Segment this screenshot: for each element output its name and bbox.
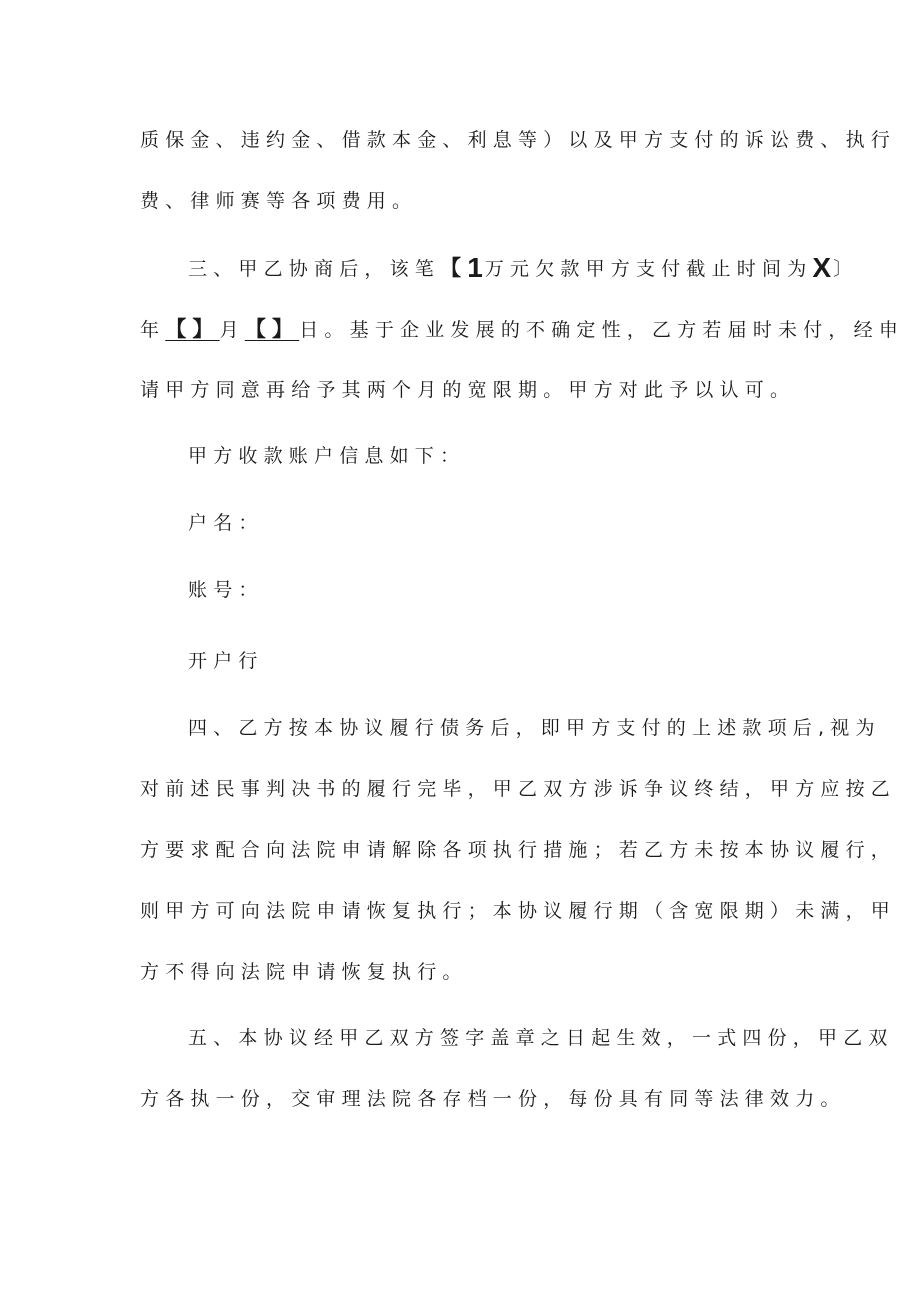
clause-four-line: 四、乙方按本协议履行债务后，即甲方支付的上述款项后,视为 bbox=[188, 717, 881, 739]
text-line: 对前述民事判决书的履行完毕，甲乙双方涉诉争议终结，甲方应按乙 bbox=[140, 778, 897, 800]
year-placeholder: X bbox=[812, 252, 834, 283]
month-blank: 【】 bbox=[165, 317, 220, 341]
text-line: 质保金、违约金、借款本金、利息等）以及甲方支付的诉讼费、执行 bbox=[140, 129, 897, 151]
bank-label: 开户行 bbox=[188, 650, 264, 672]
clause-three-prefix: 三、甲乙协商后，该笔 bbox=[188, 258, 441, 280]
text-line: 请甲方同意再给予其两个月的宽限期。甲方对此予以认可。 bbox=[140, 379, 796, 401]
day-blank: 【】 bbox=[244, 317, 300, 341]
open-bracket: 【 bbox=[440, 256, 468, 280]
amount-value: 1 bbox=[467, 252, 485, 283]
close-bracket: 〕 bbox=[833, 258, 859, 280]
clause-five-line: 五、本协议经甲乙双方签字盖章之日起生效，一式四份，甲乙双 bbox=[188, 1027, 894, 1049]
text-line: 费、律师赛等各项费用。 bbox=[140, 190, 418, 212]
clause-three-line bbox=[188, 252, 859, 283]
date-line bbox=[140, 317, 904, 342]
text-line: 则甲方可向法院申请恢复执行；本协议履行期（含宽限期）未满，甲 bbox=[140, 900, 897, 922]
account-number-label: 账号： bbox=[188, 579, 264, 601]
text-line: 方不得向法院申请恢复执行。 bbox=[140, 961, 468, 983]
text-line: 方各执一份，交审理法院各存档一份，每份具有同等法律效力。 bbox=[140, 1088, 846, 1110]
account-name-label: 户名： bbox=[188, 512, 264, 534]
month-label: 月 bbox=[219, 319, 245, 341]
year-label: 年 bbox=[140, 319, 166, 341]
account-info-heading: 甲方收款账户信息如下： bbox=[188, 445, 466, 467]
text-line: 方要求配合向法院申请解除各项执行措施；若乙方未按本协议履行， bbox=[140, 839, 897, 861]
date-line-rest: 日。基于企业发展的不确定性，乙方若届时未付，经申 bbox=[299, 319, 905, 341]
clause-three-middle: 万元欠款甲方支付截止时间为 bbox=[484, 258, 813, 280]
